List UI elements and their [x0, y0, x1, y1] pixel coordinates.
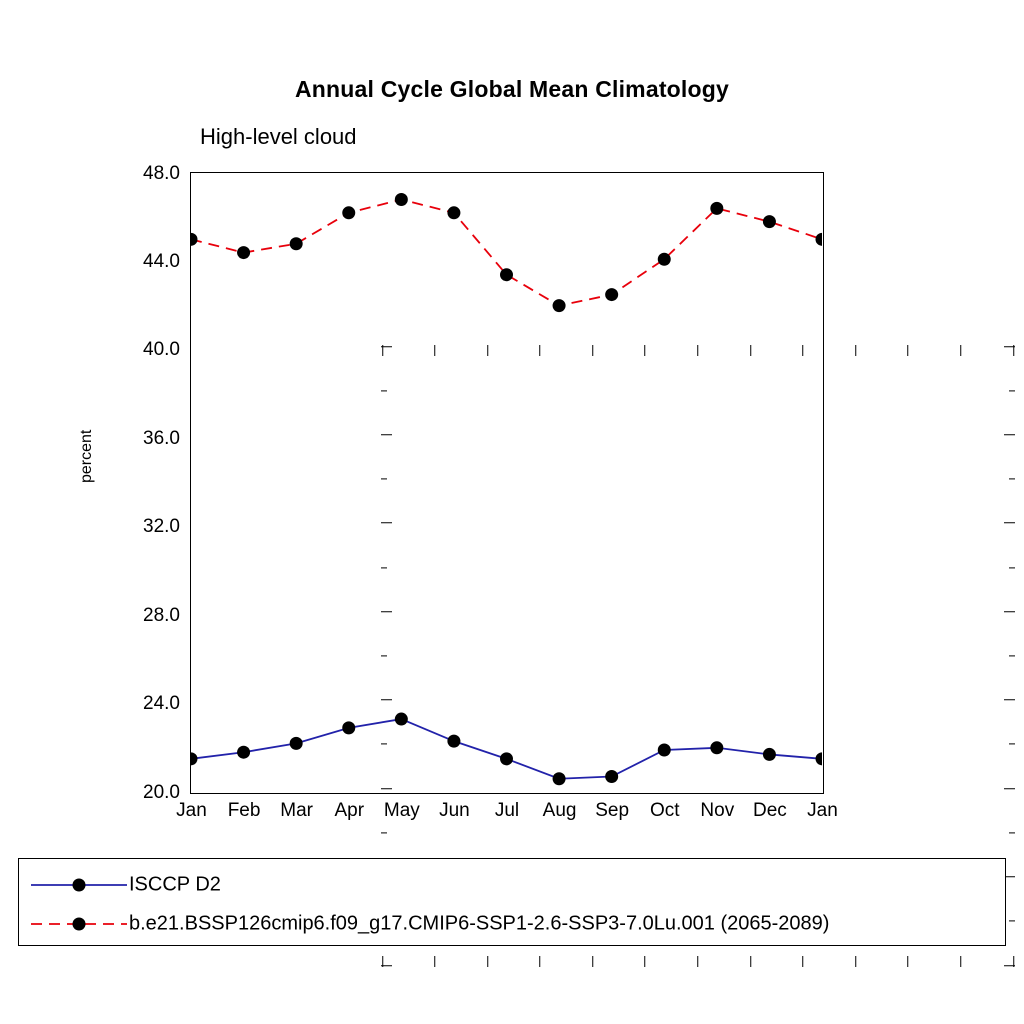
y-tick-mark — [1004, 611, 1015, 612]
series-lines — [191, 173, 822, 792]
x-tick-label: Oct — [649, 800, 680, 821]
y-minor-tick-mark — [1009, 390, 1015, 391]
y-tick-mark — [1004, 965, 1015, 966]
x-tick-label: Feb — [227, 800, 261, 821]
data-point-marker — [237, 246, 250, 259]
data-point-marker — [605, 288, 618, 301]
x-tick-mark — [382, 956, 383, 967]
x-tick-label: Jun — [439, 800, 470, 821]
x-tick-mark — [540, 956, 541, 967]
y-tick-mark — [1004, 788, 1015, 789]
data-point-marker — [395, 193, 408, 206]
x-tick-label: Dec — [753, 800, 787, 821]
x-tick-label: Nov — [700, 800, 735, 821]
data-point-marker — [553, 772, 566, 785]
legend-entry[interactable] — [19, 865, 1005, 905]
y-tick-label: 48.0 — [143, 162, 180, 184]
y-tick-mark — [381, 965, 392, 966]
x-tick-mark — [960, 956, 961, 967]
data-point-marker — [500, 752, 513, 765]
data-point-marker — [763, 215, 776, 228]
x-tick-mark — [434, 956, 435, 967]
data-point-marker — [342, 721, 355, 734]
legend-label: b.e21.BSSP126cmip6.f09_g17.CMIP6-SSP1-2.6-SSP3-7.0Lu.001 (2065-2089) — [129, 912, 830, 935]
x-tick-mark — [645, 956, 646, 967]
x-tick-mark — [960, 345, 961, 356]
y-tick-label: 40.0 — [143, 339, 180, 361]
y-tick-mark — [1004, 699, 1015, 700]
data-point-marker — [191, 233, 198, 246]
data-point-marker — [290, 737, 303, 750]
y-tick-label: 32.0 — [143, 516, 180, 538]
x-tick-mark — [592, 956, 593, 967]
legend-swatch — [31, 865, 127, 905]
data-point-marker — [816, 752, 823, 765]
y-axis-label: percent — [78, 429, 95, 483]
chart-subtitle: High-level cloud — [200, 124, 357, 149]
y-minor-tick-mark — [1009, 655, 1015, 656]
y-minor-tick-mark — [1009, 921, 1015, 922]
series-line — [191, 719, 822, 779]
data-point-marker — [395, 713, 408, 726]
legend — [18, 858, 1006, 946]
x-tick-label: Sep — [595, 800, 630, 821]
page-title: Annual Cycle Global Mean Climatology — [294, 76, 730, 102]
x-tick-mark — [1013, 345, 1014, 356]
data-point-marker — [553, 299, 566, 312]
data-point-marker — [500, 268, 513, 281]
x-tick-mark — [908, 345, 909, 356]
y-tick-mark — [1004, 523, 1015, 524]
data-point-marker — [658, 744, 671, 757]
x-tick-mark — [855, 345, 856, 356]
x-tick-mark — [908, 956, 909, 967]
y-tick-label: 20.0 — [143, 781, 180, 803]
data-point-marker — [447, 206, 460, 219]
y-minor-tick-mark — [1009, 744, 1015, 745]
data-point-marker — [237, 746, 250, 759]
x-tick-mark — [802, 956, 803, 967]
legend-label: ISCCP D2 — [129, 873, 221, 896]
x-tick-label: May — [383, 800, 420, 821]
data-point-marker — [447, 735, 460, 748]
legend-swatch — [31, 904, 127, 944]
y-minor-tick-mark — [1009, 479, 1015, 480]
data-point-marker — [816, 233, 823, 246]
y-tick-label: 24.0 — [143, 693, 180, 715]
y-minor-tick-mark — [1009, 567, 1015, 568]
data-point-marker — [191, 752, 198, 765]
data-point-marker — [763, 748, 776, 761]
y-tick-mark — [1004, 346, 1015, 347]
y-minor-tick-mark — [1009, 832, 1015, 833]
data-point-marker — [710, 741, 723, 754]
x-tick-label: Mar — [280, 800, 314, 821]
x-tick-label: Jan — [807, 800, 838, 821]
data-point-marker — [658, 253, 671, 266]
plot-area — [190, 172, 824, 794]
series-line — [191, 200, 822, 306]
data-point-marker — [290, 237, 303, 250]
data-point-marker — [710, 202, 723, 215]
y-tick-mark — [1004, 434, 1015, 435]
data-point-marker — [605, 770, 618, 783]
x-tick-mark — [750, 956, 751, 967]
x-tick-label: Aug — [542, 800, 577, 821]
y-tick-label: 36.0 — [143, 427, 180, 449]
y-axis-tick-labels — [100, 162, 180, 803]
y-tick-label: 44.0 — [143, 250, 180, 272]
x-tick-mark — [487, 956, 488, 967]
x-tick-label: Apr — [334, 800, 365, 821]
x-tick-mark — [855, 956, 856, 967]
legend-entry[interactable] — [19, 904, 1005, 944]
x-tick-label: Jul — [494, 800, 520, 821]
x-tick-mark — [697, 956, 698, 967]
data-point-marker — [342, 206, 355, 219]
y-tick-label: 28.0 — [143, 604, 180, 626]
x-tick-label: Jan — [176, 800, 207, 821]
x-tick-mark — [1013, 956, 1014, 967]
x-axis-tick-labels — [176, 800, 838, 840]
